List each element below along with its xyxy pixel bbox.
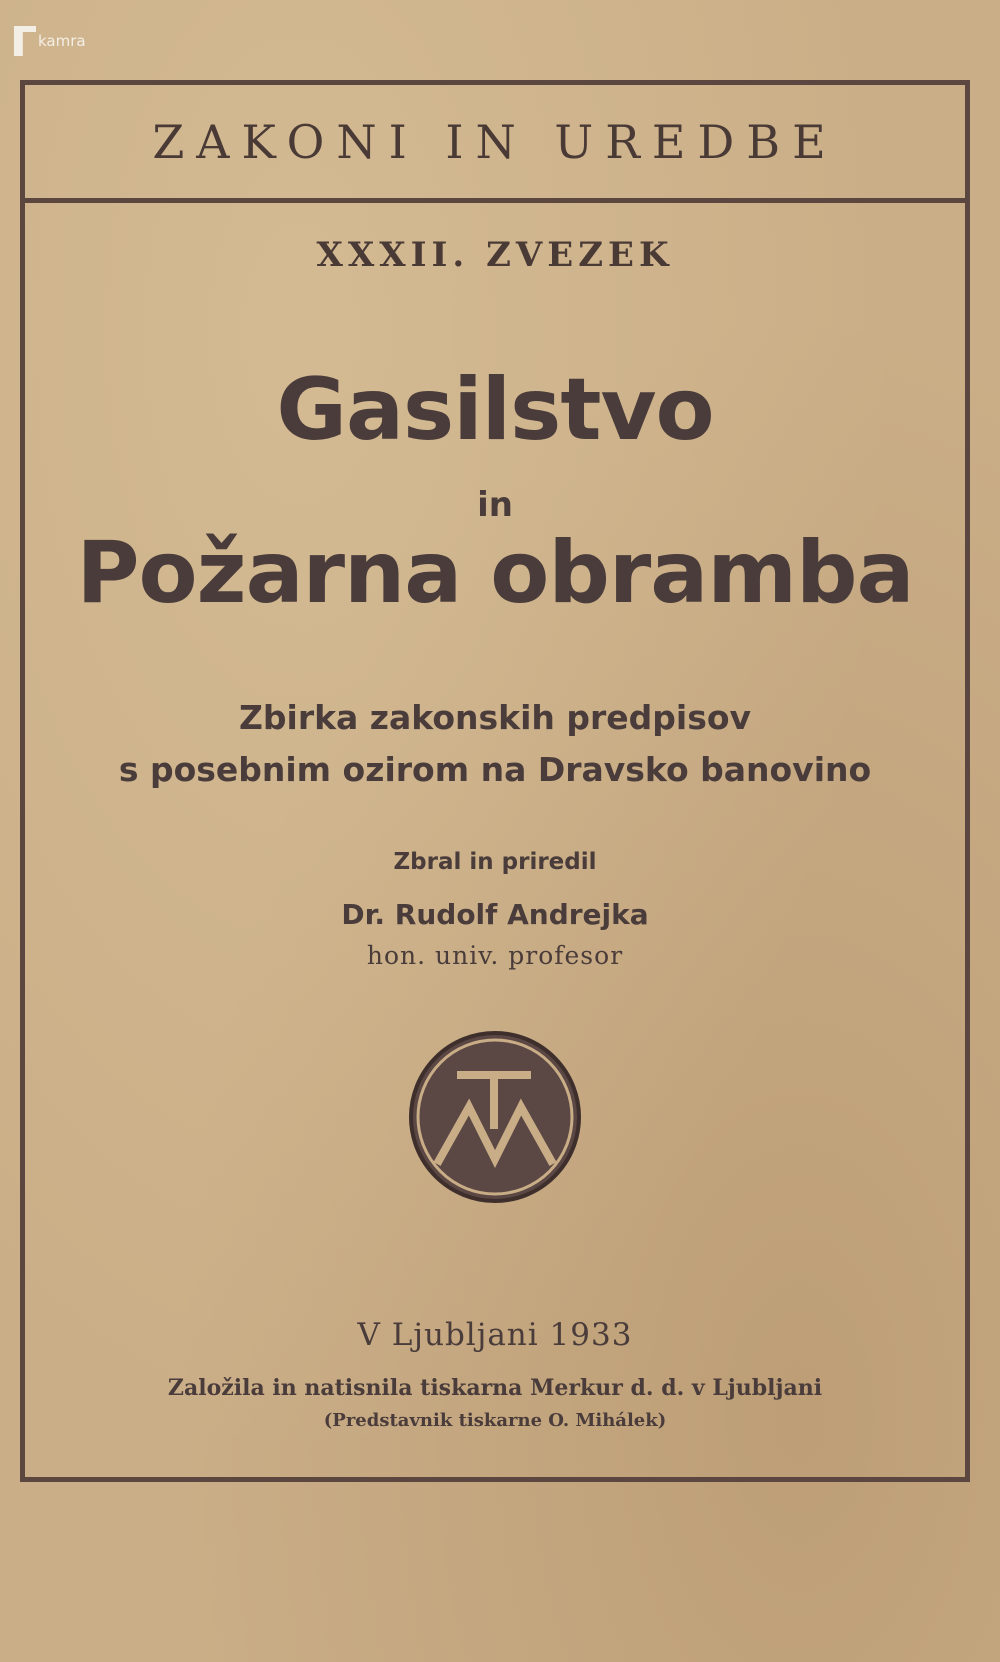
watermark-text: kamra [38,32,86,50]
author-name: Dr. Rudolf Andrejka [341,898,649,931]
title-connector: in [477,485,513,525]
kamra-logo-icon [14,26,36,56]
title-line-1: Gasilstvo [276,360,714,460]
publisher-line: Založila in natisnila tiskarna Merkur d. d. v Ljubljani [167,1375,823,1401]
tm-publisher-logo-icon [407,1029,583,1205]
series-title: ZAKONI IN UREDBE [152,114,838,169]
subtitle-line-2: s posebnim ozirom na Dravsko banovino [118,750,872,789]
subtitle-line-1: Zbirka zakonskih predpisov [238,698,752,737]
kamra-watermark [14,26,86,56]
subtitle [25,692,965,796]
series-header [25,85,965,203]
cover-frame [20,80,970,1482]
author-title: hon. univ. profesor [366,941,624,970]
compiled-by: Zbral in priredil [393,849,597,875]
place-year: V Ljubljani 1933 [357,1317,633,1353]
title-line-2: Požarna obramba [76,523,914,623]
printer-representative: (Predstavnik tiskarne O. Mihálek) [323,1410,667,1431]
volume-label: XXXII. ZVEZEK [316,235,674,275]
